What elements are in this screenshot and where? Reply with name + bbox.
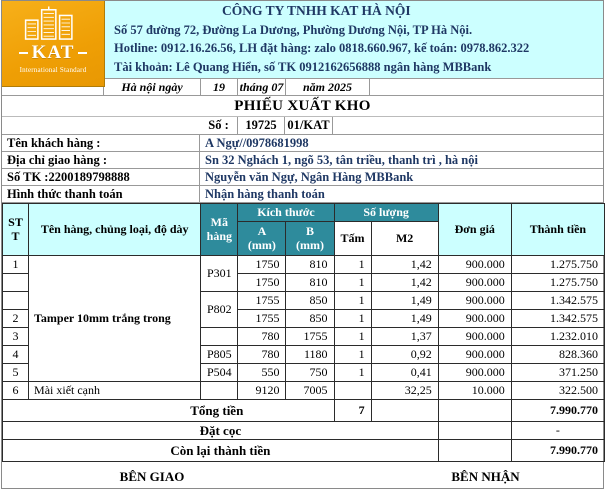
- cell-code: P301: [201, 256, 238, 292]
- company-name: CÔNG TY TNHH KAT HÀ NỘI: [222, 3, 411, 18]
- cell-unit-price: 10.000: [438, 382, 511, 400]
- company-bank-account: Tài khoản: Lê Quang Hiển, số TK 0912162656888 ngân hàng MBBank: [114, 59, 492, 74]
- col-header-b: B (mm): [286, 222, 334, 256]
- buildings-icon: [22, 6, 84, 40]
- cell-amount: 371.250: [511, 364, 604, 382]
- total-sheets: 7: [334, 400, 371, 422]
- cell-sheets: [334, 382, 371, 400]
- remaining-label: Còn lại thành tiền: [3, 440, 439, 462]
- cell-m2: 0,92: [371, 346, 438, 364]
- col-header-item: Tên hàng, chủng loại, độ dày: [29, 204, 201, 256]
- col-header-amount: Thành tiền: [511, 204, 604, 256]
- cell-sheets: 1: [334, 292, 371, 310]
- cell-code: P504: [201, 364, 238, 382]
- deposit-row: [3, 422, 605, 440]
- account-number-value: Nguyễn văn Ngự, Ngân Hàng MBBank: [205, 170, 414, 184]
- cell-width-a: 1750: [238, 274, 286, 292]
- decorative-line: [19, 52, 28, 54]
- delivery-address-label: Địa chỉ giao hàng :: [2, 152, 200, 168]
- signature-row: [2, 462, 603, 488]
- total-label: Tổng tiền: [3, 400, 335, 422]
- cell-m2: 1,42: [371, 274, 438, 292]
- cell-unit-price: 900.000: [438, 292, 511, 310]
- cell-stt: 5: [3, 364, 29, 382]
- cell-sheets: 1: [334, 328, 371, 346]
- decorative-line: [78, 52, 87, 54]
- cell-width-a: 550: [238, 364, 286, 382]
- cell-stt: 3: [3, 328, 29, 346]
- table-row: [3, 382, 605, 400]
- deposit-value: -: [511, 422, 604, 440]
- cell-unit-price: 900.000: [438, 328, 511, 346]
- date-day: 19: [200, 79, 237, 95]
- cell-width-a: 780: [238, 346, 286, 364]
- doc-number-code: 01/KAT: [285, 117, 333, 134]
- brand-tagline: International Standard: [19, 66, 87, 74]
- cell-width-b: 850: [286, 292, 334, 310]
- cell-code: P802: [201, 292, 238, 328]
- col-header-price: Đơn giá: [438, 204, 511, 256]
- empty-cell: [438, 400, 511, 422]
- cell-amount: 1.275.750: [511, 256, 604, 274]
- spacer: [2, 117, 200, 134]
- cell-sheets: 1: [334, 310, 371, 328]
- cell-width-b: 1180: [286, 346, 334, 364]
- receiver-label: BÊN NHẬN: [451, 468, 520, 484]
- delivery-address-value: Sn 32 Nghách 1, ngõ 53, tân triều, thanh trì , hà nội: [205, 153, 478, 167]
- empty-cell: [438, 422, 511, 440]
- doc-number-value: 19725: [237, 117, 285, 134]
- date-month: tháng 07: [237, 79, 285, 95]
- col-header-sheets: Tấm: [334, 222, 371, 256]
- cell-width-a: 9120: [238, 382, 286, 400]
- cell-unit-price: 900.000: [438, 364, 511, 382]
- col-header-code: Mã hàng: [201, 204, 238, 256]
- payment-method-label: Hình thức thanh toán: [2, 186, 200, 202]
- cell-m2: 32,25: [371, 382, 438, 400]
- cell-code: P805: [201, 346, 238, 364]
- cell-width-a: 780: [238, 328, 286, 346]
- cell-amount: 322.500: [511, 382, 604, 400]
- delivery-note-sheet: [1, 0, 604, 489]
- cell-sheets: 1: [334, 274, 371, 292]
- cell-amount: 1.232.010: [511, 328, 604, 346]
- cell-stt: [3, 274, 29, 292]
- total-amount: 7.990.770: [511, 400, 604, 422]
- cell-unit-price: 900.000: [438, 346, 511, 364]
- cell-stt: 1: [3, 256, 29, 274]
- cell-width-b: 810: [286, 274, 334, 292]
- cell-unit-price: 900.000: [438, 274, 511, 292]
- cell-sheets: 1: [334, 364, 371, 382]
- cell-width-b: 850: [286, 310, 334, 328]
- cell-stt: [3, 292, 29, 310]
- cell-m2: 1,49: [371, 292, 438, 310]
- remaining-amount: 7.990.770: [511, 440, 604, 462]
- document-title: PHIẾU XUẤT KHO: [2, 96, 603, 117]
- brand-name: KAT: [31, 42, 75, 63]
- customer-row: [2, 152, 603, 169]
- cell-width-b: 750: [286, 364, 334, 382]
- total-row: [3, 400, 605, 422]
- table-row: [3, 256, 605, 274]
- cell-sheets: 1: [334, 256, 371, 274]
- cell-m2: 0,41: [371, 364, 438, 382]
- col-header-m2: M2: [371, 222, 438, 256]
- cell-width-a: 1755: [238, 310, 286, 328]
- cell-amount: 828.360: [511, 346, 604, 364]
- table-header-row: [3, 204, 605, 222]
- empty-cell: [371, 400, 438, 422]
- doc-number-label: Số :: [208, 118, 229, 132]
- customer-row: [2, 169, 603, 186]
- cell-width-a: 1750: [238, 256, 286, 274]
- col-header-qty: Số lượng: [334, 204, 438, 222]
- kat-logo: [2, 1, 105, 87]
- company-hotline: Hotline: 0912.16.26.56, LH đặt hàng: zalo 0818.660.967, kế toán: 0978.862.322: [114, 41, 530, 56]
- date-year: năm 2025: [285, 79, 370, 95]
- date-place: Hà nội ngày: [103, 79, 200, 95]
- col-header-stt: STT: [3, 204, 29, 256]
- company-info: [105, 1, 603, 78]
- cell-code: [201, 328, 238, 346]
- customer-row: [2, 186, 603, 203]
- cell-sheets: 1: [334, 346, 371, 364]
- customer-row: [2, 135, 603, 152]
- remaining-row: [3, 440, 605, 462]
- cell-m2: 1,49: [371, 310, 438, 328]
- customer-name-label: Tên khách hàng :: [2, 135, 200, 151]
- brand-wordmark: [19, 42, 88, 64]
- col-header-size: Kích thước: [238, 204, 334, 222]
- cell-unit-price: 900.000: [438, 310, 511, 328]
- account-number-label: Số TK :2200189798888: [2, 169, 200, 185]
- document-number-row: [2, 117, 603, 135]
- deliverer-label: BÊN GIAO: [119, 468, 185, 484]
- company-header: [2, 1, 603, 79]
- deposit-label: Đặt cọc: [3, 422, 439, 440]
- cell-stt: 4: [3, 346, 29, 364]
- cell-width-a: 1755: [238, 292, 286, 310]
- cell-stt: 6: [3, 382, 29, 400]
- cell-amount: 1.342.575: [511, 292, 604, 310]
- cell-m2: 1,37: [371, 328, 438, 346]
- cell-m2: 1,42: [371, 256, 438, 274]
- cell-item-name: Tamper 10mm trắng trong: [29, 256, 201, 382]
- cell-width-b: 810: [286, 256, 334, 274]
- empty-cell: [438, 440, 511, 462]
- cell-code: [201, 382, 238, 400]
- company-address: Số 57 đường 72, Đường La Dương, Phường Dương Nội, TP Hà Nội.: [114, 22, 473, 37]
- cell-width-b: 1755: [286, 328, 334, 346]
- cell-amount: 1.342.575: [511, 310, 604, 328]
- cell-item-name: Mài xiết cạnh: [29, 382, 201, 400]
- cell-stt: 2: [3, 310, 29, 328]
- payment-method-value: Nhận hàng thanh toán: [205, 187, 325, 201]
- cell-amount: 1.275.750: [511, 274, 604, 292]
- cell-width-b: 7005: [286, 382, 334, 400]
- customer-name-value: A Ngự//0978681998: [205, 136, 309, 150]
- items-table: [2, 203, 605, 462]
- col-header-a: A (mm): [238, 222, 286, 256]
- cell-unit-price: 900.000: [438, 256, 511, 274]
